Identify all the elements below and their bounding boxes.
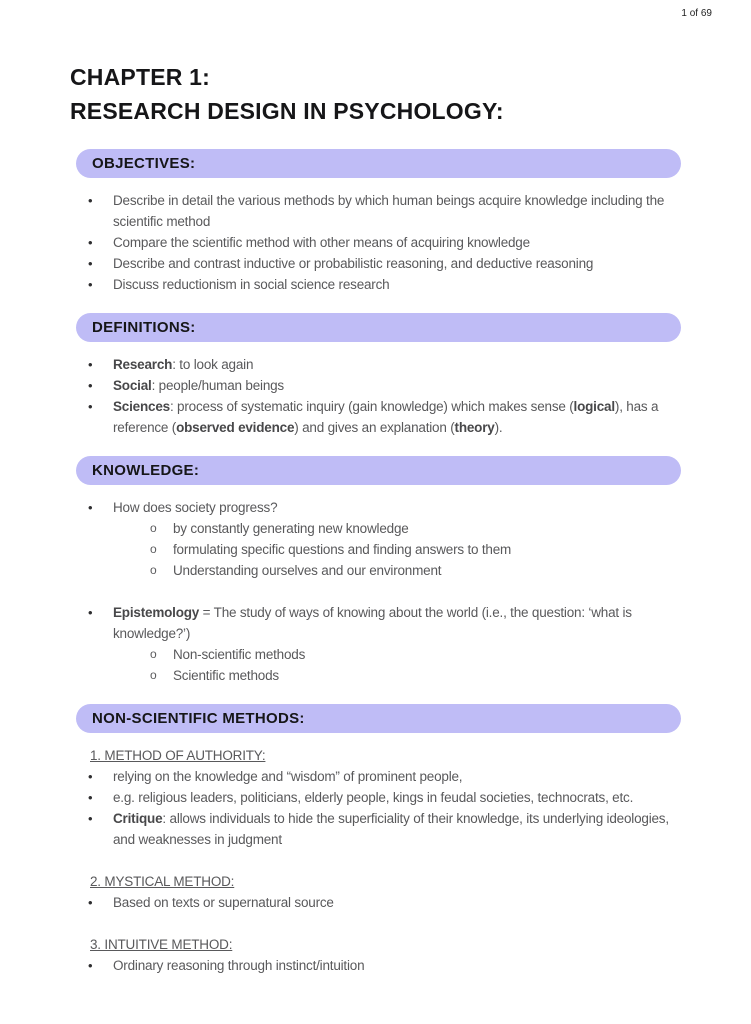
item-text (173, 560, 681, 581)
list-spacer (70, 913, 681, 934)
text-segment: : process of systematic inquiry (gain knowledge) which makes sense ( (169, 399, 574, 414)
bold-term: theory (454, 420, 495, 435)
text-segment: : allows individuals to hide the superficiality of their knowledge, its underlying ideologies, and weaknesses in judgment (113, 811, 669, 847)
text-segment: Scientific methods (173, 668, 279, 683)
bullet-item (70, 955, 681, 976)
bold-term: Epistemology (113, 605, 200, 620)
section-non-scientific-methods (70, 704, 681, 976)
text-segment: Understanding ourselves and our environment (173, 563, 442, 578)
item-text (113, 766, 681, 787)
sub-bullet-item (70, 560, 681, 581)
item-text (173, 539, 681, 560)
bullet-item (70, 253, 681, 274)
bullet-dot-icon: • (88, 256, 93, 271)
item-text (113, 274, 681, 295)
bold-term: Social (113, 378, 152, 393)
bullet-item (70, 375, 681, 396)
bold-term: logical (573, 399, 615, 414)
bold-term: Research (113, 357, 173, 372)
section-header-objectives (76, 149, 681, 178)
item-text (113, 892, 681, 913)
bullet-item (70, 190, 681, 232)
sub-bullet-item (70, 539, 681, 560)
section-knowledge (70, 456, 681, 686)
text-segment: = The study of ways of knowing about the world (i.e., the question: ‘what is knowledge?’) (113, 605, 632, 641)
text-segment: by constantly generating new knowledge (173, 521, 409, 536)
text-segment: Describe in detail the various methods by which human beings acquire knowledge including the scientific method (113, 193, 665, 229)
text-segment: Discuss reductionism in social science research (113, 277, 390, 292)
item-text (113, 787, 681, 808)
bold-term: Sciences (113, 399, 170, 414)
bullet-dot-icon: • (88, 500, 93, 515)
bullet-circle-icon: o (150, 521, 157, 535)
text-segment: How does society progress? (113, 500, 278, 515)
method-subheading (70, 934, 681, 955)
item-text (113, 497, 681, 518)
item-text (173, 665, 681, 686)
section-header-label: DEFINITIONS: (92, 319, 196, 336)
item-text (113, 375, 681, 396)
definitions-list (70, 354, 681, 438)
text-segment: relying on the knowledge and “wisdom” of prominent people, (113, 769, 463, 784)
bullet-dot-icon: • (88, 277, 93, 292)
bullet-circle-icon: o (150, 563, 157, 577)
bullet-item (70, 602, 681, 644)
section-header-label: NON-SCIENTIFIC METHODS: (92, 710, 305, 727)
bullet-item (70, 808, 681, 850)
bullet-dot-icon: • (88, 895, 93, 910)
bullet-item (70, 787, 681, 808)
item-text (113, 232, 681, 253)
section-objectives (70, 149, 681, 295)
item-text (173, 518, 681, 539)
chapter-title-line-1: CHAPTER 1: (70, 64, 211, 90)
section-header-label: OBJECTIVES: (92, 155, 196, 172)
sub-bullet-item (70, 644, 681, 665)
bullet-dot-icon: • (88, 193, 93, 208)
bullet-item (70, 396, 681, 438)
bullet-dot-icon: • (88, 811, 93, 826)
bullet-circle-icon: o (150, 542, 157, 556)
bullet-item (70, 354, 681, 375)
text-segment: Describe and contrast inductive or probabilistic reasoning, and deductive reasoning (113, 256, 594, 271)
item-text (113, 354, 681, 375)
bullet-dot-icon: • (88, 769, 93, 784)
text-segment: Based on texts or supernatural source (113, 895, 334, 910)
page-number: 1 of 69 (681, 8, 712, 19)
text-segment: : people/human beings (151, 378, 284, 393)
method-subheading (70, 745, 681, 766)
section-header-label: KNOWLEDGE: (92, 462, 200, 479)
bullet-dot-icon: • (88, 790, 93, 805)
item-text (113, 253, 681, 274)
method-subheading-text: 1. METHOD OF AUTHORITY: (90, 748, 266, 763)
bullet-dot-icon: • (88, 605, 93, 620)
text-segment: ), has a reference ( (113, 399, 659, 435)
item-text (113, 396, 681, 438)
sub-bullet-item (70, 665, 681, 686)
chapter-title-line-2: RESEARCH DESIGN IN PSYCHOLOGY: (70, 98, 504, 124)
item-text (173, 644, 681, 665)
text-segment: : to look again (172, 357, 254, 372)
method-subheading-text: 3. INTUITIVE METHOD: (90, 937, 233, 952)
item-text (113, 602, 681, 644)
method-subheading-text: 2. MYSTICAL METHOD: (90, 874, 235, 889)
bullet-dot-icon: • (88, 357, 93, 372)
bullet-item (70, 232, 681, 253)
list-spacer (70, 850, 681, 871)
item-text (113, 955, 681, 976)
objectives-list (70, 190, 681, 295)
knowledge-list (70, 497, 681, 686)
text-segment: ). (494, 420, 503, 435)
bullet-circle-icon: o (150, 647, 157, 661)
text-segment: e.g. religious leaders, politicians, elderly people, kings in feudal societies, technocrats, etc. (113, 790, 634, 805)
section-header-definitions (76, 313, 681, 342)
bullet-item (70, 274, 681, 295)
bullet-dot-icon: • (88, 235, 93, 250)
section-header-knowledge (76, 456, 681, 485)
bullet-dot-icon: • (88, 399, 93, 414)
text-segment: Non-scientific methods (173, 647, 306, 662)
bullet-dot-icon: • (88, 958, 93, 973)
bullet-circle-icon: o (150, 668, 157, 682)
method-subheading (70, 871, 681, 892)
sub-bullet-item (70, 518, 681, 539)
item-text (113, 808, 681, 850)
text-segment: formulating specific questions and finding answers to them (173, 542, 512, 557)
non-scientific-methods-list (70, 745, 681, 976)
text-segment: ) and gives an explanation ( (294, 420, 455, 435)
section-definitions (70, 313, 681, 438)
bold-term: observed evidence (176, 420, 295, 435)
list-spacer (70, 581, 681, 602)
bullet-item (70, 766, 681, 787)
chapter-title (70, 60, 681, 128)
bold-term: Critique (113, 811, 163, 826)
section-header-non-scientific-methods (76, 704, 681, 733)
bullet-item (70, 497, 681, 518)
text-segment: Compare the scientific method with other means of acquiring knowledge (113, 235, 530, 250)
bullet-dot-icon: • (88, 378, 93, 393)
bullet-item (70, 892, 681, 913)
text-segment: Ordinary reasoning through instinct/intuition (113, 958, 365, 973)
item-text (113, 190, 681, 232)
